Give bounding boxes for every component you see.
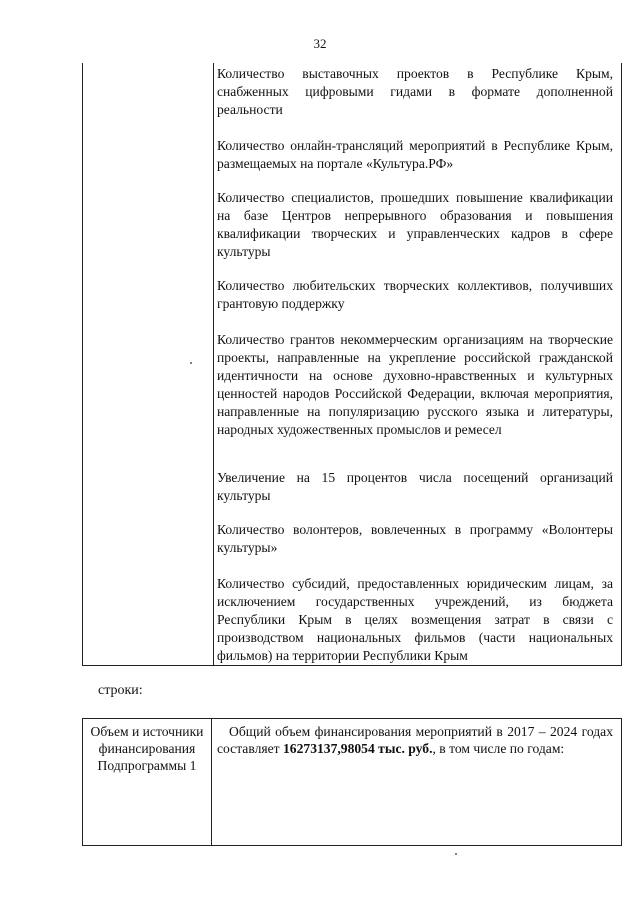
column-divider — [211, 719, 212, 845]
indicator-item: Увеличение на 15 процентов числа посещений организаций культуры — [217, 470, 613, 503]
indicators-table — [82, 63, 622, 666]
financing-table — [82, 718, 622, 846]
indicator-item: Количество грантов некоммерческим организациям на творческие проекты, направленные на укрепление российской гражданской идентичности на основе духовно-нравственных и культурных ценностей народов Российской Федерации, включая мероприятия, направленные на популяризацию русского языка и литературы, народных художественных промыслов и ремесел — [217, 332, 613, 437]
indicator-item: Количество волонтеров, вовлеченных в программу «Волонтеры культуры» — [217, 522, 613, 555]
financing-label: Объем и источники финансирования Подпрограммы 1 — [90, 724, 204, 773]
page-number: 32 — [313, 36, 327, 51]
indicator-item: Количество выставочных проектов в Республике Крым, снабженных цифровыми гидами в формате дополненной реальности — [217, 66, 613, 117]
scan-speck — [190, 362, 192, 364]
financing-amount: 16273137,98054 тыс. руб. — [283, 741, 433, 756]
indicator-item: Количество любительских творческих коллективов, получивших грантовую поддержку — [217, 278, 613, 311]
financing-text-before: Общий объем финансирования мероприятий в 2017 – 2024 годах составляет — [217, 724, 613, 756]
financing-text-after: , в том числе по годам: — [432, 741, 565, 756]
lines-label: строки: — [98, 683, 143, 698]
indicator-item: Количество онлайн-трансляций мероприятий в Республике Крым, размещаемых на портале «Культура.РФ» — [217, 138, 613, 171]
indicator-item: Количество субсидий, предоставленных юридическим лицам, за исключением государственных учреждений, из бюджета Республики Крым в целях возмещения затрат в связи с производством национальных фильмов (части национальных фильмов) на территории Республики Крым — [217, 576, 613, 663]
column-divider — [213, 63, 214, 665]
indicator-item: Количество специалистов, прошедших повышение квалификации на базе Центров непрерывного образования и повышения квалификации творческих и управленческих кадров в сфере культуры — [217, 190, 613, 259]
scan-speck — [455, 853, 457, 855]
financing-text — [217, 723, 613, 757]
